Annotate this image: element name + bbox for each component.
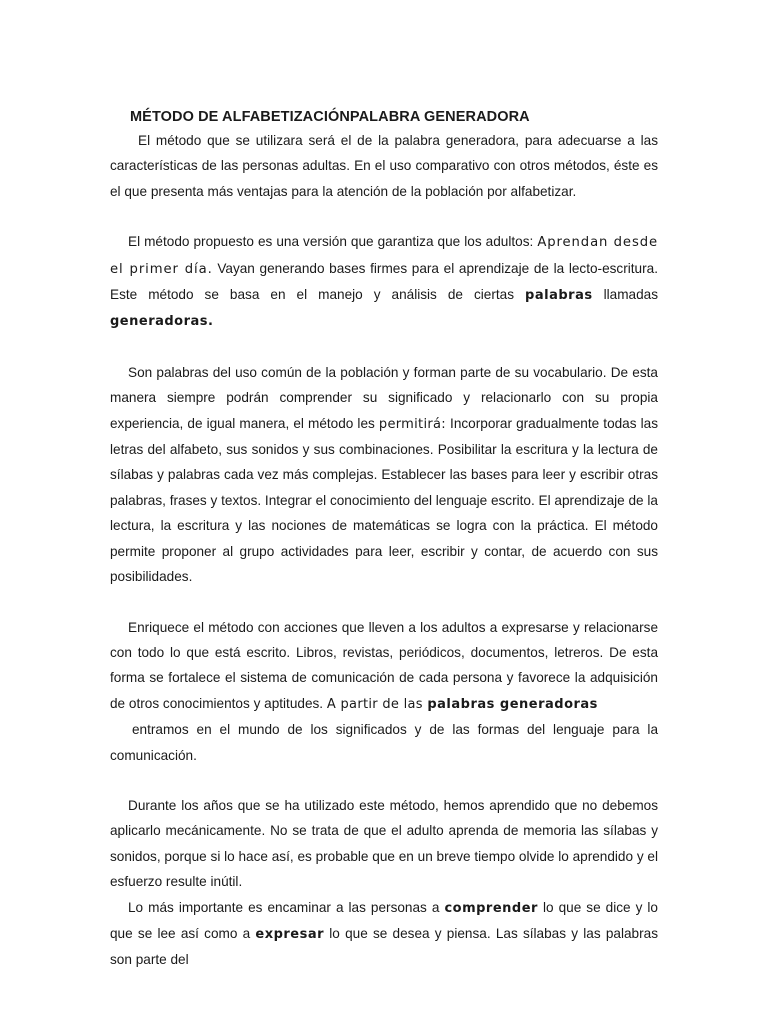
paragraph-2-text-a: El método propuesto es una versión que garantiza que los adultos: <box>128 234 538 250</box>
paragraph-2-text-e: llamadas <box>592 287 659 303</box>
paragraph-4-text-d: entramos en el mundo de los significados y de las formas del lenguaje para la comunicación. <box>110 722 658 763</box>
paragraph-6-text-c: lo que se dice y lo que se lee así como a <box>110 899 658 941</box>
paragraph-3 <box>110 360 658 590</box>
paragraph-3-text-a: Son palabras del uso común de la población y forman parte de su vocabulario. De esta manera siempre podrán comprender su significado y relacionarlo con su propia experiencia, de igual manera, el método les <box>110 364 658 431</box>
paragraph-1: El método que se utilizara será el de la palabra generadora, para adecuarse a las características de las personas adultas. En el uso comparativo con otros métodos, éste es el que presenta más ventajas para la atención de la población por alfabetizar. <box>110 133 658 199</box>
paragraph-spacer <box>110 590 658 615</box>
paragraph-3-text-c: Incorporar gradualmente todas las letras del alfabeto, sus sonidos y sus combinaciones. Posibilitar la escritura y la lectura de sílabas y palabras cada vez más complejas. Establecer las bases para leer y escribir otras palabras, frases y textos. Integrar el conocimiento del lenguaje escrito. El aprendizaje de la lectura, la escritura y las nociones de matemáticas se logra con la práctica. El método permite proponer al grupo actividades para leer, escribir y contar, de acuerdo con sus posibilidades. <box>110 415 659 585</box>
paragraph-spacer <box>110 768 658 793</box>
paragraph-3-emphasis-permitira: permitirá: <box>378 416 446 432</box>
paragraph-6-bold-comprender: comprender <box>444 900 538 916</box>
paragraph-4-text-a: Enriquece el método con acciones que lleven a los adultos a expresarse y relacionarse con todo lo que está escrito. Libros, revistas, periódicos, documentos, letreros. De esta forma se fortalece el sistema de comunicación de cada persona y favorece la adquisición de otros conocimientos y aptitudes. <box>110 619 658 711</box>
paragraph-4 <box>110 615 658 718</box>
paragraph-5: Durante los años que se ha utilizado este método, hemos aprendido que no debemos aplicarlo mecánicamente. No se trata de que el adulto aprenda de memoria las sílabas y sonidos, porque si lo hace así, es probable que en un breve tiempo olvide lo aprendido y el esfuerzo resulte inútil. <box>110 797 658 890</box>
paragraph-6-bold-expresar: expresar <box>255 926 325 942</box>
paragraph-spacer <box>110 335 658 360</box>
paragraph-2-bold-generadoras: generadoras. <box>110 314 214 330</box>
document-title: MÉTODO DE ALFABETIZACIÓNPALABRA GENERADORA <box>130 109 530 125</box>
paragraph-6 <box>110 895 658 973</box>
paragraph-spacer <box>110 204 658 229</box>
paragraph-2 <box>110 229 658 335</box>
paragraph-4-continuation <box>110 717 658 768</box>
paragraph-2-text-c: Vayan generando bases firmes para el aprendizaje de la lecto-escritura. Este método se basa en el manejo y análisis de ciertas <box>110 260 658 303</box>
paragraph-4-emphasis-a-partir: A partir de las <box>326 696 428 712</box>
paragraph-4-bold-palabras-generadoras: palabras generadoras <box>427 696 598 712</box>
paragraph-6-text-a: Lo más importante es encaminar a las personas a <box>128 899 445 915</box>
paragraph-6-text-e: lo que se desea y piensa. Las sílabas y las palabras son parte del <box>110 925 658 968</box>
paragraph-2-bold-palabras: palabras <box>525 288 593 304</box>
document-page <box>110 106 658 973</box>
paragraph-2-emphasis-aprendan: Aprendan desde el primer día. <box>110 235 658 277</box>
